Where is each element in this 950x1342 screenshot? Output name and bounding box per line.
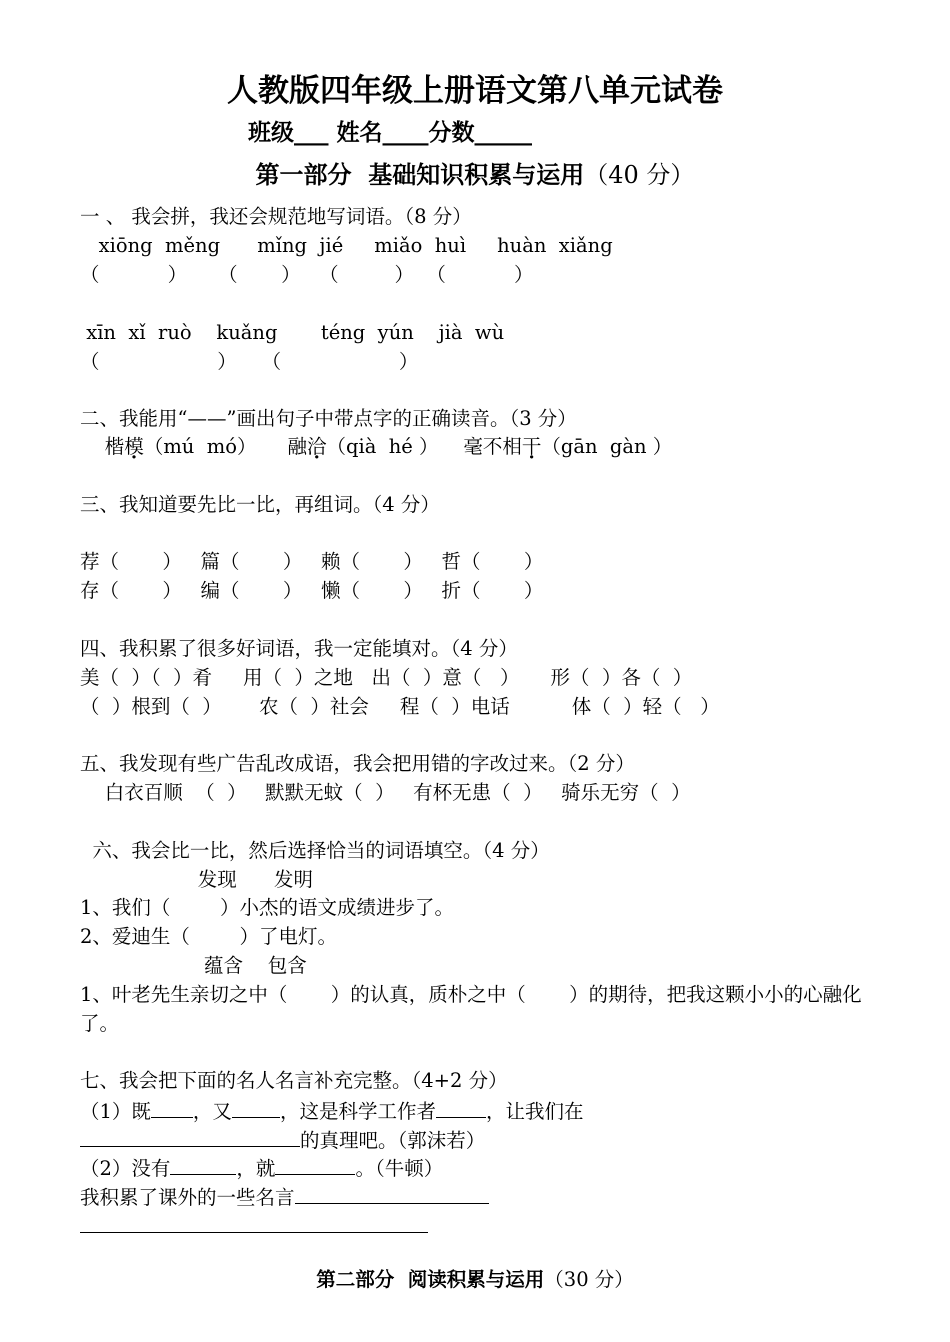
q1-pinyin-row1: xiōng měng mǐng jié miǎo huì huàn xiǎng — [80, 234, 613, 257]
q7-blank6[interactable] — [275, 1154, 355, 1175]
q3-row2[interactable]: 存（ ） 编（ ） 懒（ ） 折（ ） — [80, 579, 544, 602]
q7-line3-a: （2）没有 — [80, 1157, 171, 1180]
part1-title-text: 第一部分 基础知识积累与运用 — [255, 160, 585, 189]
q6-sentence2[interactable]: 2、爱迪生（ ）了电灯。 — [80, 925, 337, 948]
q2-item2-dotted-char: 洽 — [306, 435, 327, 458]
q6-word-choices1: 发现 发明 — [80, 868, 313, 891]
q2-item2-post[interactable]: （qià hé ） 毫不相 — [326, 435, 522, 458]
q6-sentence3-continued: 了。 — [80, 1012, 120, 1035]
q7-line3-b: ，就 — [236, 1157, 276, 1180]
q3-heading: 三、我知道要先比一比，再组词。（4 分） — [80, 493, 440, 516]
q7-line1-d: ，让我们在 — [485, 1100, 584, 1123]
q7-blank8[interactable] — [80, 1212, 428, 1233]
q5-row1[interactable]: 白衣百顺 （ ） 默默无蚊（ ） 有杯无患（ ） 骑乐无穷（ ） — [80, 781, 691, 804]
q7-line1-a: （1）既 — [80, 1100, 151, 1123]
q7-blank3[interactable] — [436, 1097, 486, 1118]
q5-heading: 五、我发现有些广告乱改成语，我会把用错的字改过来。（2 分） — [80, 752, 635, 775]
student-info-line: 班级___ 姓名____分数_____ — [248, 119, 533, 146]
q7-blank5[interactable] — [170, 1154, 236, 1175]
q6-word-choices2: 蕴含 包含 — [80, 954, 307, 977]
q7-line1-c: ，这是科学工作者 — [279, 1100, 436, 1123]
q4-row1[interactable]: 美（ ）（ ）肴 用（ ）之地 出（ ）意（ ） 形（ ）各（ ） — [80, 666, 693, 689]
q6-heading: 六、我会比一比，然后选择恰当的词语填空。（4 分） — [80, 839, 550, 862]
q2-item1-post[interactable]: （mú mó） 融 — [143, 435, 307, 458]
q2-item1-dotted-char: 模 — [124, 435, 144, 458]
q1-pinyin-row2: xīn xǐ ruò kuǎng téng yún jià wù — [80, 321, 505, 344]
q6-sentence1[interactable]: 1、我们（ ）小杰的语文成绩进步了。 — [80, 896, 454, 919]
q7-blank1[interactable] — [151, 1097, 193, 1118]
q7-line2 — [80, 1126, 485, 1154]
part2-title-text: 第二部分 阅读积累与运用 — [316, 1268, 545, 1291]
part2-title — [0, 1266, 950, 1294]
q2-item3-post[interactable]: （gān gàn ） — [541, 435, 673, 458]
part1-score: （40 分） — [584, 161, 695, 189]
page-title: 人教版四年级上册语文第八单元试卷 — [227, 73, 723, 109]
q7-heading: 七、我会把下面的名人名言补充完整。（4+2 分） — [80, 1069, 508, 1092]
q7-line5 — [80, 1212, 428, 1240]
q4-heading: 四、我积累了很多好词语，我一定能填对。（4 分） — [80, 637, 518, 660]
q7-line2-b: 的真理吧。（郭沫若） — [300, 1129, 486, 1152]
q2-item3-dotted-char: 干 — [521, 435, 542, 458]
q7-line3-c: 。（牛顿） — [355, 1157, 444, 1180]
q2-item1-pre: 楷 — [80, 435, 125, 458]
q7-line4 — [80, 1183, 489, 1211]
q7-line1 — [80, 1097, 583, 1125]
part1-title — [0, 158, 950, 192]
q1-boxes-row2[interactable]: （ ） （ ） — [80, 350, 419, 373]
q7-blank2[interactable] — [232, 1097, 280, 1118]
q6-sentence3[interactable]: 1、叶老先生亲切之中（ ）的认真，质朴之中（ ）的期待，把我这颗小小的心融化 — [80, 983, 862, 1006]
q7-line4-a: 我积累了课外的一些名言 — [80, 1186, 295, 1209]
q7-blank4[interactable] — [80, 1126, 300, 1147]
q7-line1-b: ，又 — [192, 1100, 232, 1123]
q7-blank7[interactable] — [295, 1183, 489, 1204]
part2-score: （30 分） — [544, 1268, 634, 1291]
q3-row1[interactable]: 荐（ ） 篇（ ） 赖（ ） 哲（ ） — [80, 550, 544, 573]
q1-boxes-row1[interactable]: （ ） （ ） （ ） （ ） — [80, 263, 534, 286]
q2-items — [80, 434, 672, 460]
q2-heading: 二、我能用“——”画出句子中带点字的正确读音。（3 分） — [80, 407, 577, 430]
q7-line3 — [80, 1154, 443, 1182]
q4-row2[interactable]: （ ）根到（ ） 农（ ）社会 程（ ）电话 体（ ）轻（ ） — [80, 695, 720, 718]
q1-heading: 一 、 我会拼，我还会规范地写词语。（8 分） — [80, 205, 472, 228]
